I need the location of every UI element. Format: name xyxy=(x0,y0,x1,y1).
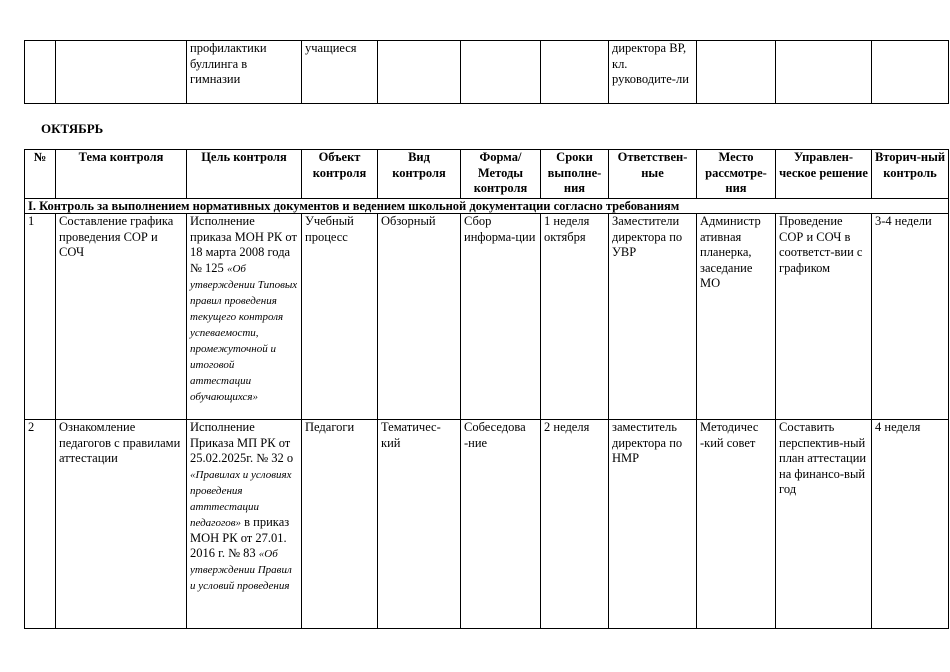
cell: директора ВР, кл. руководите-ли xyxy=(609,41,697,104)
goal-cell xyxy=(187,420,302,629)
control-plan-table xyxy=(24,149,949,629)
column-header: Место рассмотре-ния xyxy=(697,150,776,199)
previous-page-table xyxy=(24,40,949,104)
cell xyxy=(56,41,187,104)
cell xyxy=(25,41,56,104)
object-cell: Педагоги xyxy=(302,420,378,629)
cell: профилактики буллинга в гимназии xyxy=(187,41,302,104)
secondary-cell: 3-4 недели xyxy=(872,214,949,420)
section-row xyxy=(25,199,949,214)
cell xyxy=(697,41,776,104)
goal-text: Исполнение приказа МОН РК от 18 марта 2008 года № 125 xyxy=(190,214,297,275)
column-header: Объект контроля xyxy=(302,150,378,199)
row-number: 2 xyxy=(25,420,56,629)
type-cell: Тематичес-кий xyxy=(378,420,461,629)
column-header: Тема контроля xyxy=(56,150,187,199)
cell xyxy=(461,41,541,104)
topic-cell: Составление графика проведения СОР и СОЧ xyxy=(56,214,187,420)
column-header: Сроки выполне-ния xyxy=(541,150,609,199)
form-cell: Собеседова -ние xyxy=(461,420,541,629)
column-header: Управлен-ческое решение xyxy=(776,150,872,199)
column-header: Ответствен-ные xyxy=(609,150,697,199)
column-header: № xyxy=(25,150,56,199)
header-row xyxy=(25,150,949,199)
type-cell: Обзорный xyxy=(378,214,461,420)
goal-text: в приказ МОН РК от 27.01. 2016 г. № 83 xyxy=(190,514,290,560)
goal-italic-text: «Об утверждении Правил и условий проведения xyxy=(190,548,292,592)
deadline-cell: 1 неделя октября xyxy=(541,214,609,420)
object-cell: Учебный процесс xyxy=(302,214,378,420)
column-header: Вид контроля xyxy=(378,150,461,199)
cell xyxy=(872,41,949,104)
cell xyxy=(776,41,872,104)
cell xyxy=(378,41,461,104)
decision-cell: Составить перспектив-ный план аттестации на финансо-вый год xyxy=(776,420,872,629)
table-row xyxy=(25,420,949,629)
column-header: Цель контроля xyxy=(187,150,302,199)
goal-italic-text: «Правилах и условиях проведения атттестации педагогов» xyxy=(190,468,292,529)
goal-text: Исполнение Приказа МП РК от 25.02.2025г. № 32 xyxy=(190,420,291,465)
column-header: Вторич-ный контроль xyxy=(872,150,949,199)
section-title: I. Контроль за выполнением нормативных документов и ведением школьной документации согласно требованиям xyxy=(25,199,949,214)
table-row xyxy=(25,214,949,420)
decision-cell: Проведение СОР и СОЧ в соответст-вии с графиком xyxy=(776,214,872,420)
deadline-cell: 2 неделя xyxy=(541,420,609,629)
row-number: 1 xyxy=(25,214,56,420)
topic-cell: Ознакомление педагогов с правилами аттестации xyxy=(56,420,187,629)
goal-italic-text: «Об утверждении Типовых правил проведения текущего контроля успеваемости, промежуточной и итоговой аттестации обучающихся» xyxy=(190,262,298,403)
responsible-cell: Заместители директора по УВР xyxy=(609,214,697,420)
cell xyxy=(541,41,609,104)
table-row xyxy=(25,41,949,104)
secondary-cell: 4 неделя xyxy=(872,420,949,629)
cell: учащиеся xyxy=(302,41,378,104)
form-cell: Сбор информа-ции xyxy=(461,214,541,420)
column-header: Форма/ Методы контроля xyxy=(461,150,541,199)
month-heading: ОКТЯБРЬ xyxy=(41,121,104,136)
goal-text: о xyxy=(286,451,294,465)
place-cell: Администр ативная планерка, заседание МО xyxy=(697,214,776,420)
place-cell: Методичес -кий совет xyxy=(697,420,776,629)
responsible-cell: заместитель директора по НМР xyxy=(609,420,697,629)
goal-cell xyxy=(187,214,302,420)
